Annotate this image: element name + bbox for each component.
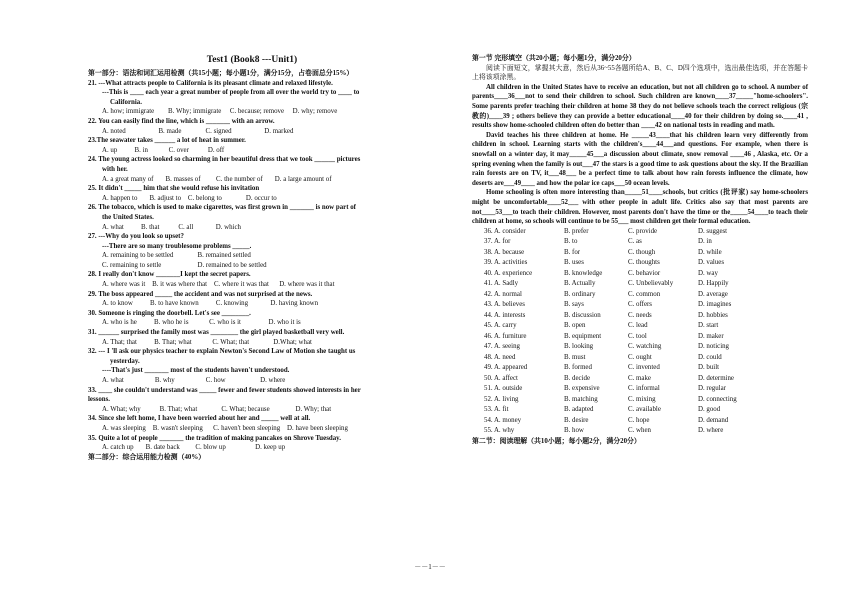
- question-line: A. how; immigrate B. Why; immigrate C. because; remove D. why; remove: [102, 108, 338, 116]
- option-row: [472, 353, 808, 364]
- option-cell: D. values: [698, 259, 725, 267]
- option-cell: B. adapted: [564, 406, 594, 414]
- option-cell: D. noticing: [698, 343, 730, 351]
- option-cell: C. provide: [628, 227, 658, 235]
- option-cell: D. determine: [698, 374, 734, 382]
- question-line: 26. The tobacco, which is used to make cigarettes, was first grown in _______ is now part of: [88, 204, 356, 212]
- question-line: 35. Quite a lot of people _______ the tradition of making pancakes on Shrove Tuesday.: [88, 434, 341, 442]
- option-row: [472, 237, 808, 248]
- question-line: A. what B. why C. how D. where: [102, 377, 286, 384]
- option-cell: 44. A. interests: [484, 311, 526, 319]
- option-cell: C. available: [628, 406, 661, 414]
- option-cell: C. lead: [628, 322, 648, 330]
- option-cell: 42. A. normal: [484, 290, 522, 298]
- option-row: [472, 332, 808, 343]
- question-line: 27. ---Why do you look so upset?: [88, 233, 184, 241]
- option-cell: B. looking: [564, 343, 594, 351]
- option-cell: 43. A. believes: [484, 301, 525, 309]
- left-column: [88, 54, 416, 462]
- question-line: 28. I really don't know _______I kept the secret papers.: [88, 271, 251, 279]
- option-cell: C. as: [628, 238, 642, 246]
- option-cell: C. watching: [628, 343, 662, 351]
- question-line: C. remaining to settle D. remained to be settled: [102, 261, 267, 269]
- question-line: A. That; that B. That; what C. What; that D.What; what: [102, 338, 312, 346]
- question-line: 32. --- I 'll ask our physics teacher to explain Newton's Second Law of Motion she taught us: [88, 348, 356, 356]
- option-cell: 37. A. for: [484, 238, 511, 246]
- option-cell: B. decide: [564, 374, 591, 382]
- question-line: A. What; why B. That; what C. What; because D. Why; that: [102, 405, 332, 413]
- option-cell: C. though: [628, 248, 656, 256]
- option-cell: 55. A. why: [484, 427, 515, 435]
- option-row: [472, 258, 808, 269]
- option-cell: B. formed: [564, 364, 592, 372]
- question-line: 34. Since she left home, I have been worried about her and _____ well at all.: [88, 415, 311, 423]
- option-cell: C. ought: [628, 353, 652, 361]
- option-cell: B. prefer: [564, 227, 589, 235]
- option-cell: 52. A. living: [484, 395, 519, 403]
- question-line: A. remaining to be settled B. remained settled: [102, 252, 251, 260]
- option-cell: C. invented: [628, 364, 660, 372]
- question-line: ---There are so many troublesome problems _____.: [102, 242, 252, 250]
- question-line: A. happen to B. adjust to C. belong to D. occur to: [102, 194, 277, 202]
- option-cell: 48. A. need: [484, 353, 516, 361]
- option-cell: 54. A. money: [484, 416, 522, 424]
- option-cell: B. discussion: [564, 311, 601, 319]
- option-cell: D. maker: [698, 332, 724, 340]
- option-row: [472, 311, 808, 322]
- option-cell: C. needs: [628, 311, 652, 319]
- option-cell: B. matching: [564, 395, 598, 403]
- option-cell: 36. A. consider: [484, 227, 526, 235]
- option-cell: D. in: [698, 238, 712, 246]
- option-cell: C. behavior: [628, 269, 661, 277]
- question-line: A. noted B. made C. signed D. marked: [102, 127, 294, 135]
- option-cell: D. good: [698, 406, 721, 414]
- option-row: [472, 363, 808, 374]
- option-cell: B. expensive: [564, 385, 600, 393]
- page-title: Test1 (Book8 ---Unit1): [206, 55, 298, 65]
- option-cell: 39. A. activities: [484, 259, 528, 267]
- question-line: 24. The young actress looked so charming in her beautiful dress that we took ______ pictures: [88, 156, 361, 164]
- option-row: [472, 405, 808, 416]
- option-cell: D. start: [698, 322, 719, 330]
- question-line: 23.The seawater takes ______ a lot of heat in summer.: [88, 137, 246, 145]
- passage-paragraph: All children in the United States have to receive an education, but not all children go to school. A number of parents____36___not to send their children to school. Such children are known____37_____"home-schoolers". Some parents prefer teaching their children at home 38 they do not believe schools teach the correct religious (宗教的)____39 ; others believe they can provide a better educational____40 for their children by doing so.____41 , results show home-schooled children often do better than ____42 on national tests in reading and math.: [472, 83, 808, 130]
- option-cell: B. equipment: [564, 332, 602, 340]
- question-line: A. up B. in C. over D. off: [102, 146, 225, 154]
- option-cell: D. regular: [698, 385, 726, 393]
- question-line: 第二部分：综合运用能力检测（40%）: [88, 453, 206, 461]
- option-cell: D. hobbies: [698, 311, 728, 319]
- option-row: [472, 300, 808, 311]
- question-line: the United States.: [102, 213, 154, 221]
- question-line: California.: [110, 98, 142, 106]
- option-cell: C. Unbelievably: [628, 280, 674, 288]
- option-row: [472, 426, 808, 437]
- option-cell: 53. A. fit: [484, 406, 509, 414]
- option-row: [472, 384, 808, 395]
- option-cell: C. when: [628, 427, 651, 435]
- option-cell: 45. A. carry: [484, 322, 517, 330]
- option-cell: 47. A. seeing: [484, 343, 520, 351]
- cloze-options: [472, 227, 808, 437]
- question-line: 22. You can easily find the line, which is _______ with an arrow.: [88, 117, 275, 125]
- option-cell: D. connecting: [698, 395, 737, 403]
- question-line: 31. ______ surprised the family most was ________ the girl played basketball very well.: [88, 329, 345, 337]
- option-cell: B. to: [564, 238, 578, 246]
- question-line: A. where was it B. it was where that C. where it was that D. where was it that: [102, 281, 335, 289]
- option-row: [472, 227, 808, 238]
- page-number: －－1－－: [414, 563, 446, 571]
- option-cell: D. way: [698, 269, 718, 277]
- option-cell: B. must: [564, 353, 586, 361]
- option-cell: C. common: [628, 290, 661, 298]
- question-line: A. who is he B. who he is C. who is it D. who it is: [102, 319, 301, 327]
- question-line: A. was sleeping B. wasn't sleeping C. haven't been sleeping D. have been sleeping: [102, 424, 348, 432]
- option-cell: B. knowledge: [564, 269, 603, 277]
- question-line: 25. It didn't _____ him that she would refuse his invitation: [88, 185, 260, 193]
- reading-header: 第二节：阅读理解（共10小题；每小题2分，满分20分）: [472, 437, 641, 445]
- option-cell: 51. A. outside: [484, 385, 523, 393]
- option-row: [472, 321, 808, 332]
- option-cell: B. Actually: [564, 280, 596, 288]
- option-cell: D. where: [698, 427, 724, 435]
- option-row: [472, 374, 808, 385]
- option-row: [472, 248, 808, 259]
- option-cell: B. open: [564, 322, 586, 330]
- option-cell: C. thoughts: [628, 259, 660, 267]
- option-cell: D. demand: [698, 416, 729, 424]
- option-row: [472, 342, 808, 353]
- right-column: [472, 54, 808, 446]
- option-cell: 49. A. appeared: [484, 364, 528, 372]
- question-line: A. to know B. to have known C. knowing D. having known: [102, 300, 319, 308]
- question-line: lessons.: [88, 396, 111, 404]
- question-line: 21. ---What attracts people to California is its pleasant climate and relaxed lifestyle.: [88, 79, 333, 87]
- option-row: [472, 395, 808, 406]
- option-cell: B. uses: [564, 259, 584, 267]
- option-cell: D. could: [698, 353, 722, 361]
- part1-header: 第一部分：语法和词汇运用检测（共15小题；每小题1分，满分15分，占卷面总分15%）: [88, 70, 354, 77]
- option-row: [472, 290, 808, 301]
- option-cell: B. says: [564, 301, 584, 309]
- option-cell: C. tool: [628, 332, 647, 340]
- option-cell: 50. A. affect: [484, 374, 518, 382]
- option-cell: 38. A. because: [484, 248, 525, 256]
- instructions: 阅读下面短文，掌握其大意，然后从36~55各题所给A、B、C、D四个选项中，选出最佳选项，并在答题卡上将该项涂黑。: [472, 64, 808, 82]
- option-cell: C. mixing: [628, 395, 656, 403]
- option-cell: 40. A. experience: [484, 269, 533, 277]
- option-cell: B. how: [564, 427, 584, 435]
- option-cell: D. average: [698, 290, 728, 298]
- option-cell: D. built: [698, 364, 720, 372]
- question-line: A. a great many of B. masses of C. the number of D. a large amount of: [102, 175, 332, 183]
- question-line: 30. Someone is ringing the doorbell. Let's see ________.: [88, 309, 251, 317]
- question-line: ---This is ____ each year a great number of people from all over the world try to ____ to: [102, 89, 360, 97]
- question-line: A. what B. that C. all D. which: [102, 223, 241, 231]
- option-cell: C. informal: [628, 385, 660, 393]
- question-line: yesterday.: [110, 357, 140, 365]
- question-line: with her.: [102, 165, 128, 173]
- option-cell: D. while: [698, 248, 722, 256]
- option-cell: D. suggest: [698, 227, 728, 235]
- option-cell: D. Happily: [698, 280, 729, 288]
- passage-paragraph: David teaches his three children at home. He _____43____that his children learn very differently from children in school. Learning starts with the children's____44___and questions. For example, when there is snowfall on a winter day, it may_____45___a discussion about climate, snow removal ____46 , Alaska, etc. Or a spring evening when the family is out___47 the stars is a good time to ask questions about the sky. If the Brazilian rain forests are on TV, it___48___ be a perfect time to talk about how rain forests influence the climate, how deserts are___49____ and how the polar ice caps___50 ocean levels.: [472, 131, 808, 187]
- question-line: ----That's just _______ most of the students haven't understood.: [102, 367, 290, 375]
- question-line: A. catch up B. date back C. blow up D. keep up: [102, 444, 286, 452]
- grammar-questions: [88, 79, 416, 463]
- option-cell: 46. A. furniture: [484, 332, 527, 340]
- option-cell: C. make: [628, 374, 651, 382]
- cloze-header: 第一节 完形填空（共20小题；每小题1分，满分20分）: [472, 55, 636, 62]
- passage-paragraph: Home schooling is often more interesting than_____51____schools, but critics (批评家) say home-schoolers might be uncomfortable____52___ with other people in adult life. Critics also say that most parents are not____53___to teach their children. However, most parents don't have the time or the_____54____to teach their children at home, so schools will continue to be 55___ most children get their formal education.: [472, 189, 808, 226]
- option-cell: C. hope: [628, 416, 650, 424]
- option-row: [472, 279, 808, 290]
- question-line: 33. ____ she couldn't understand was _____ fewer and fewer students showed interests in her: [88, 386, 361, 394]
- option-cell: B. desire: [564, 416, 589, 424]
- option-cell: B. for: [564, 248, 581, 256]
- option-cell: D. imagines: [698, 301, 732, 309]
- option-row: [472, 416, 808, 427]
- option-cell: C. offers: [628, 301, 652, 309]
- cloze-passage: [472, 83, 808, 227]
- option-cell: B. ordinary: [564, 290, 596, 298]
- option-row: [472, 269, 808, 280]
- question-line: 29. The boss appeared _____ the accident and was not surprised at the news.: [88, 290, 313, 298]
- option-cell: 41. A. Sadly: [484, 280, 519, 288]
